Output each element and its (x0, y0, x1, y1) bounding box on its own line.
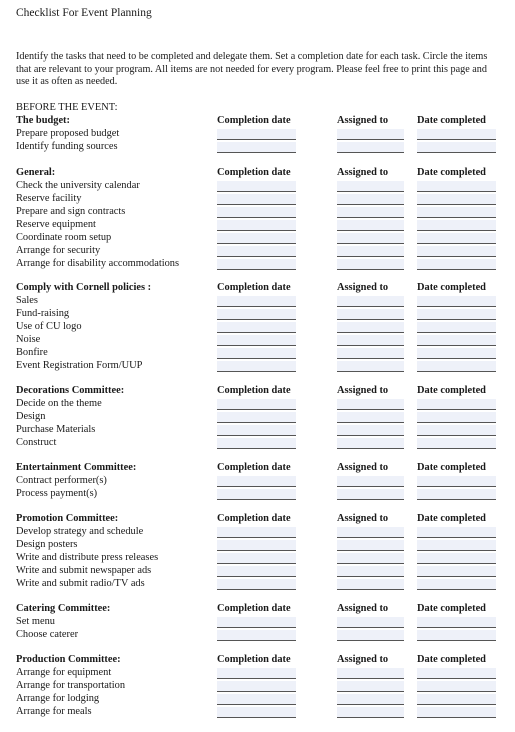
completion-date-header: Completion date (217, 513, 291, 524)
task-item: Arrange for lodging (16, 693, 100, 704)
task-item: Write and submit radio/TV ads (16, 578, 145, 589)
section-title: Comply with Cornell policies : (16, 282, 152, 293)
assigned-to-field[interactable] (337, 668, 404, 679)
assigned-to-field[interactable] (337, 129, 404, 140)
assigned-to-field[interactable] (337, 681, 404, 692)
assigned-to-field[interactable] (337, 181, 404, 192)
task-item: Decide on the theme (16, 398, 102, 409)
task-item: Arrange for meals (16, 706, 92, 717)
assigned-to-field[interactable] (337, 259, 404, 270)
completion-date-field[interactable] (217, 425, 296, 436)
assigned-to-field[interactable] (337, 694, 404, 705)
date-completed-field[interactable] (417, 335, 496, 346)
assigned-to-field[interactable] (337, 438, 404, 449)
date-completed-field[interactable] (417, 630, 496, 641)
completion-date-field[interactable] (217, 181, 296, 192)
date-completed-field[interactable] (417, 348, 496, 359)
completion-date-field[interactable] (217, 296, 296, 307)
completion-date-header: Completion date (217, 654, 291, 665)
completion-date-field[interactable] (217, 412, 296, 423)
completion-date-field[interactable] (217, 527, 296, 538)
assigned-to-header: Assigned to (337, 115, 389, 126)
date-completed-header: Date completed (417, 385, 486, 396)
assigned-to-field[interactable] (337, 617, 404, 628)
date-completed-field[interactable] (417, 707, 496, 718)
date-completed-field[interactable] (417, 142, 496, 153)
date-completed-field[interactable] (417, 579, 496, 590)
assigned-to-field[interactable] (337, 246, 404, 257)
completion-date-field[interactable] (217, 681, 296, 692)
task-item: Arrange for disability accommodations (16, 258, 180, 269)
completion-date-field[interactable] (217, 246, 296, 257)
assigned-to-header: Assigned to (337, 513, 389, 524)
task-item: Noise (16, 334, 41, 345)
section-title: The budget: (16, 115, 70, 126)
task-item: Prepare proposed budget (16, 128, 120, 139)
completion-date-header: Completion date (217, 115, 291, 126)
date-completed-field[interactable] (417, 566, 496, 577)
task-item: Reserve facility (16, 193, 82, 204)
assigned-to-field[interactable] (337, 476, 404, 487)
completion-date-header: Completion date (217, 385, 291, 396)
completion-date-field[interactable] (217, 220, 296, 231)
assigned-to-header: Assigned to (337, 462, 389, 473)
assigned-to-field[interactable] (337, 348, 404, 359)
assigned-to-field[interactable] (337, 335, 404, 346)
task-item: Sales (16, 295, 38, 306)
completion-date-field[interactable] (217, 668, 296, 679)
task-item: Set menu (16, 616, 55, 627)
completion-date-field[interactable] (217, 707, 296, 718)
task-item: Check the university calendar (16, 180, 140, 191)
assigned-to-header: Assigned to (337, 385, 389, 396)
completion-date-field[interactable] (217, 540, 296, 551)
assigned-to-field[interactable] (337, 322, 404, 333)
assigned-to-field[interactable] (337, 527, 404, 538)
task-item: Design (16, 411, 46, 422)
task-item: Develop strategy and schedule (16, 526, 144, 537)
date-completed-header: Date completed (417, 167, 486, 178)
completion-date-field[interactable] (217, 129, 296, 140)
date-completed-field[interactable] (417, 361, 496, 372)
assigned-to-header: Assigned to (337, 167, 389, 178)
completion-date-field[interactable] (217, 309, 296, 320)
date-completed-field[interactable] (417, 425, 496, 436)
completion-date-field[interactable] (217, 259, 296, 270)
date-completed-field[interactable] (417, 399, 496, 410)
section-title: Promotion Committee: (16, 513, 119, 524)
intro-paragraph: Identify the tasks that need to be completed and delegate them. Set a completion date for each task. Circle the items that are relevant to your program. All items are not needed for every program. Please feel free to print this page and use it as often as needed. (16, 51, 488, 88)
task-item: Fund-raising (16, 308, 70, 319)
completion-date-field[interactable] (217, 361, 296, 372)
task-item: Construct (16, 437, 57, 448)
date-completed-field[interactable] (417, 438, 496, 449)
date-completed-field[interactable] (417, 553, 496, 564)
completion-date-header: Completion date (217, 282, 291, 293)
page-title: Checklist For Event Planning (16, 7, 152, 19)
assigned-to-field[interactable] (337, 553, 404, 564)
date-completed-field[interactable] (417, 194, 496, 205)
completion-date-field[interactable] (217, 194, 296, 205)
date-completed-header: Date completed (417, 603, 486, 614)
completion-date-field[interactable] (217, 438, 296, 449)
assigned-to-field[interactable] (337, 220, 404, 231)
assigned-to-header: Assigned to (337, 654, 389, 665)
date-completed-field[interactable] (417, 489, 496, 500)
assigned-to-field[interactable] (337, 233, 404, 244)
assigned-to-field[interactable] (337, 412, 404, 423)
date-completed-field[interactable] (417, 129, 496, 140)
date-completed-header: Date completed (417, 115, 486, 126)
assigned-to-field[interactable] (337, 489, 404, 500)
date-completed-field[interactable] (417, 476, 496, 487)
date-completed-field[interactable] (417, 540, 496, 551)
completion-date-field[interactable] (217, 233, 296, 244)
completion-date-field[interactable] (217, 348, 296, 359)
date-completed-field[interactable] (417, 309, 496, 320)
date-completed-field[interactable] (417, 233, 496, 244)
completion-date-field[interactable] (217, 489, 296, 500)
section-title: Decorations Committee: (16, 385, 125, 396)
date-completed-field[interactable] (417, 617, 496, 628)
task-item: Prepare and sign contracts (16, 206, 126, 217)
completion-date-field[interactable] (217, 142, 296, 153)
section-title: Production Committee: (16, 654, 121, 665)
task-item: Choose caterer (16, 629, 79, 640)
assigned-to-field[interactable] (337, 707, 404, 718)
date-completed-field[interactable] (417, 246, 496, 257)
task-item: Write and submit newspaper ads (16, 565, 152, 576)
date-completed-field[interactable] (417, 220, 496, 231)
date-completed-field[interactable] (417, 207, 496, 218)
section-title: General: (16, 167, 56, 178)
task-item: Identify funding sources (16, 141, 118, 152)
date-completed-header: Date completed (417, 513, 486, 524)
completion-date-field[interactable] (217, 335, 296, 346)
assigned-to-field[interactable] (337, 309, 404, 320)
task-item: Arrange for security (16, 245, 101, 256)
assigned-to-field[interactable] (337, 540, 404, 551)
completion-date-field[interactable] (217, 617, 296, 628)
completion-date-header: Completion date (217, 462, 291, 473)
assigned-to-field[interactable] (337, 361, 404, 372)
assigned-to-field[interactable] (337, 142, 404, 153)
date-completed-field[interactable] (417, 412, 496, 423)
date-completed-field[interactable] (417, 527, 496, 538)
date-completed-header: Date completed (417, 282, 486, 293)
section-title: Catering Committee: (16, 603, 111, 614)
task-item: Purchase Materials (16, 424, 96, 435)
completion-date-field[interactable] (217, 630, 296, 641)
assigned-to-field[interactable] (337, 566, 404, 577)
task-item: Write and distribute press releases (16, 552, 159, 563)
task-item: Reserve equipment (16, 219, 96, 230)
date-completed-field[interactable] (417, 259, 496, 270)
completion-date-field[interactable] (217, 399, 296, 410)
date-completed-field[interactable] (417, 181, 496, 192)
task-item: Arrange for equipment (16, 667, 112, 678)
date-completed-header: Date completed (417, 654, 486, 665)
completion-date-field[interactable] (217, 207, 296, 218)
completion-date-field[interactable] (217, 476, 296, 487)
date-completed-field[interactable] (417, 322, 496, 333)
completion-date-field[interactable] (217, 579, 296, 590)
completion-date-field[interactable] (217, 566, 296, 577)
assigned-to-header: Assigned to (337, 282, 389, 293)
task-item: Use of CU logo (16, 321, 82, 332)
assigned-to-field[interactable] (337, 425, 404, 436)
task-item: Event Registration Form/UUP (16, 360, 143, 371)
phase-label: BEFORE THE EVENT: (16, 102, 118, 113)
task-item: Design posters (16, 539, 78, 550)
assigned-to-field[interactable] (337, 630, 404, 641)
date-completed-field[interactable] (417, 694, 496, 705)
completion-date-field[interactable] (217, 322, 296, 333)
assigned-to-field[interactable] (337, 194, 404, 205)
completion-date-field[interactable] (217, 553, 296, 564)
completion-date-header: Completion date (217, 603, 291, 614)
date-completed-header: Date completed (417, 462, 486, 473)
assigned-to-field[interactable] (337, 296, 404, 307)
task-item: Bonfire (16, 347, 48, 358)
task-item: Arrange for transportation (16, 680, 126, 691)
assigned-to-field[interactable] (337, 579, 404, 590)
date-completed-field[interactable] (417, 681, 496, 692)
assigned-to-header: Assigned to (337, 603, 389, 614)
completion-date-field[interactable] (217, 694, 296, 705)
date-completed-field[interactable] (417, 296, 496, 307)
section-title: Entertainment Committee: (16, 462, 137, 473)
date-completed-field[interactable] (417, 668, 496, 679)
assigned-to-field[interactable] (337, 207, 404, 218)
task-item: Coordinate room setup (16, 232, 112, 243)
assigned-to-field[interactable] (337, 399, 404, 410)
task-item: Process payment(s) (16, 488, 98, 499)
task-item: Contract performer(s) (16, 475, 107, 486)
completion-date-header: Completion date (217, 167, 291, 178)
